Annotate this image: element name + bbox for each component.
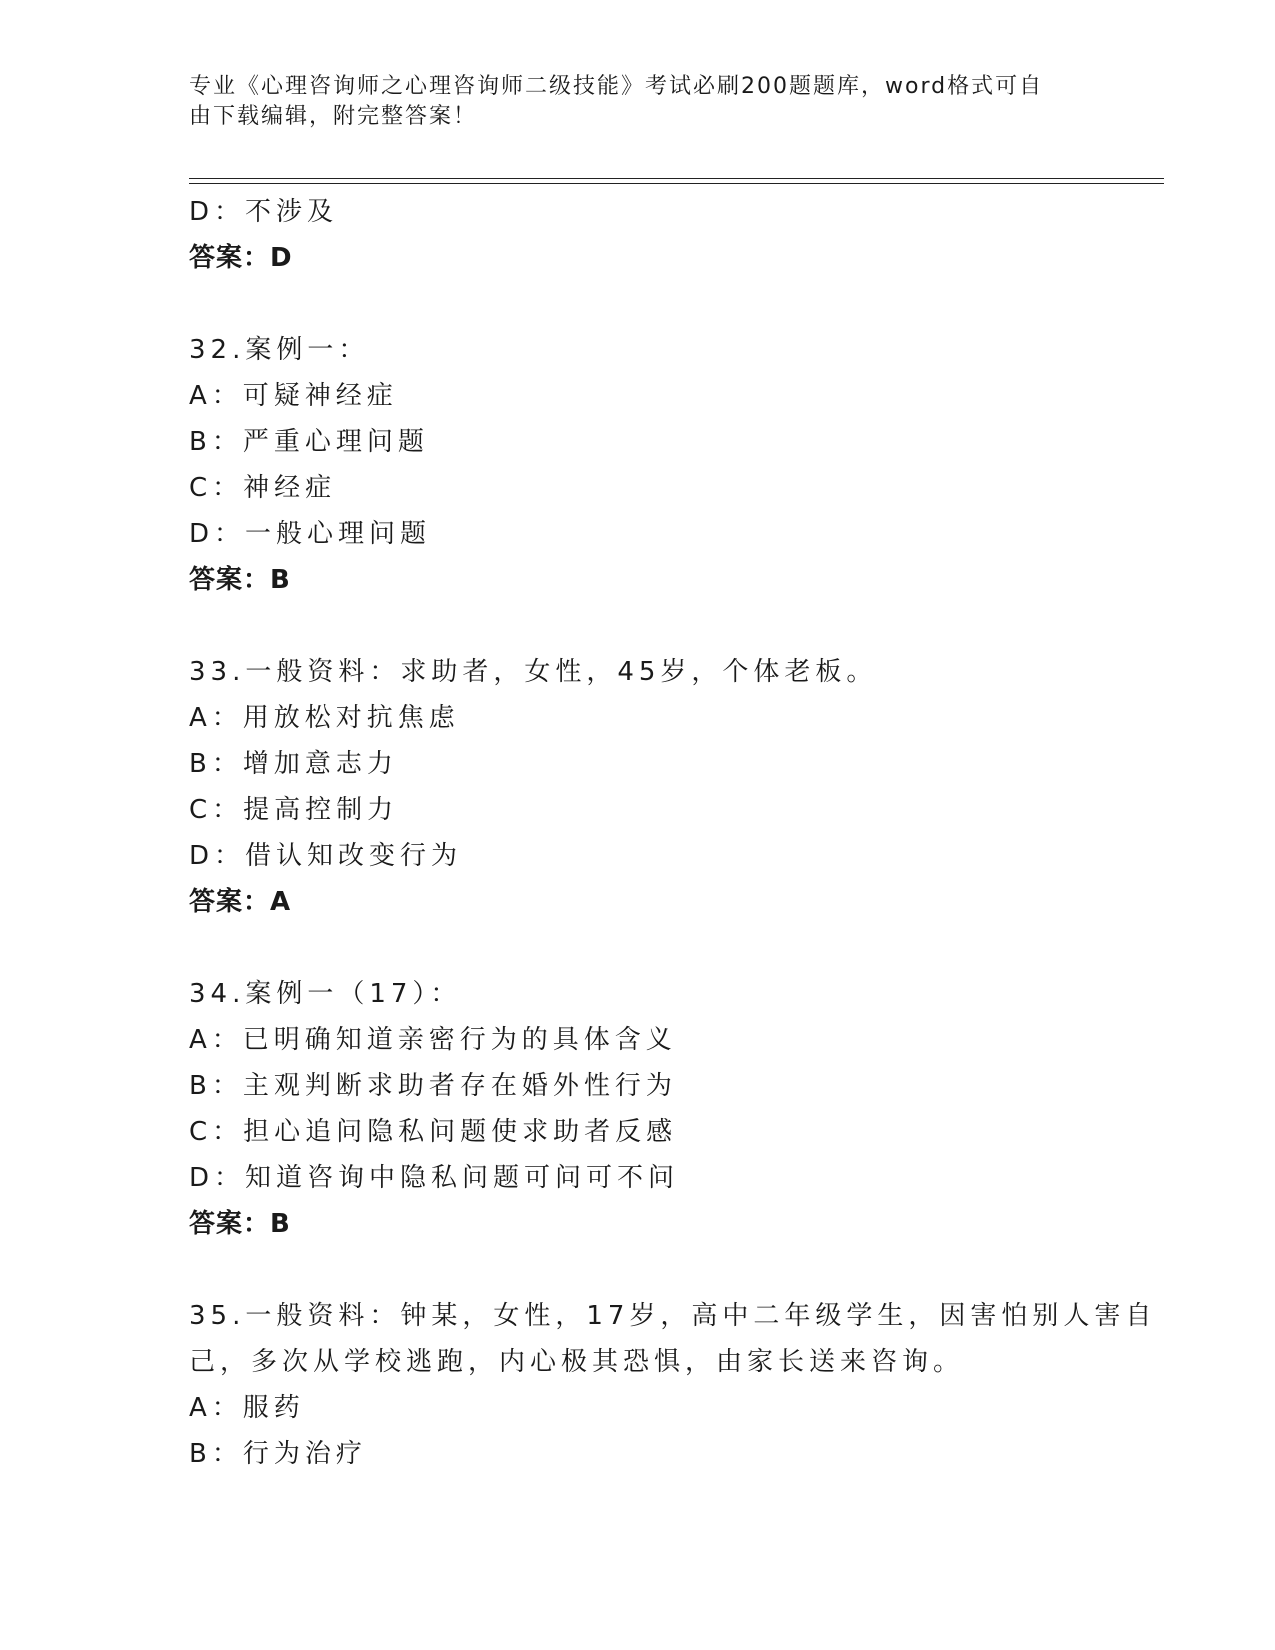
option-c: C：提高控制力 bbox=[189, 795, 399, 825]
question-stem-line-2: 己，多次从学校逃跑，内心极其恐惧，由家长送来咨询。 bbox=[189, 1347, 965, 1377]
spacer bbox=[189, 925, 1129, 971]
question-stem: 33.一般资料：求助者，女性，45岁，个体老板。 bbox=[189, 657, 878, 687]
question-stem: 34.案例一（17）： bbox=[189, 979, 462, 1009]
option-a: A：已明确知道亲密行为的具体含义 bbox=[189, 1025, 677, 1055]
option-d: D：知道咨询中隐私问题可问可不问 bbox=[189, 1163, 680, 1193]
answer: 答案：D bbox=[189, 243, 293, 273]
question-31 bbox=[189, 189, 1129, 281]
option-d: D：一般心理问题 bbox=[189, 519, 432, 549]
spacer bbox=[189, 603, 1129, 649]
header-line-2: 由下载编辑，附完整答案！ bbox=[189, 104, 478, 129]
option-c: C：神经症 bbox=[189, 473, 337, 503]
answer: 答案：B bbox=[189, 1209, 291, 1239]
option-a: A：可疑神经症 bbox=[189, 381, 398, 411]
spacer bbox=[189, 281, 1129, 327]
spacer bbox=[189, 1247, 1129, 1293]
answer: 答案：A bbox=[189, 887, 292, 917]
question-34 bbox=[189, 971, 1129, 1247]
question-stem-line-1: 35.一般资料：钟某，女性，17岁，高中二年级学生，因害怕别人害自 bbox=[189, 1301, 1157, 1331]
option-b: B：增加意志力 bbox=[189, 749, 398, 779]
option-b: B：主观判断求助者存在婚外性行为 bbox=[189, 1071, 677, 1101]
option-b: B：严重心理问题 bbox=[189, 427, 429, 457]
option-d: D：借认知改变行为 bbox=[189, 841, 463, 871]
answer: 答案：B bbox=[189, 565, 291, 595]
question-33 bbox=[189, 649, 1129, 925]
question-stem: 32.案例一： bbox=[189, 335, 370, 365]
header-line-1: 专业《心理咨询师之心理咨询师二级技能》考试必刷200题题库，word格式可自 bbox=[189, 74, 1044, 99]
question-list bbox=[189, 189, 1157, 1477]
question-32 bbox=[189, 327, 1129, 603]
option-a: A：服药 bbox=[189, 1393, 305, 1423]
document-header bbox=[189, 72, 1089, 132]
option-b: B：行为治疗 bbox=[189, 1439, 367, 1469]
header-divider-top bbox=[189, 178, 1164, 179]
option-a: A：用放松对抗焦虑 bbox=[189, 703, 460, 733]
question-35 bbox=[189, 1293, 1157, 1477]
option-d: D：不涉及 bbox=[189, 197, 339, 227]
option-c: C：担心追问隐私问题使求助者反感 bbox=[189, 1117, 678, 1147]
header-divider-bottom bbox=[189, 183, 1164, 184]
